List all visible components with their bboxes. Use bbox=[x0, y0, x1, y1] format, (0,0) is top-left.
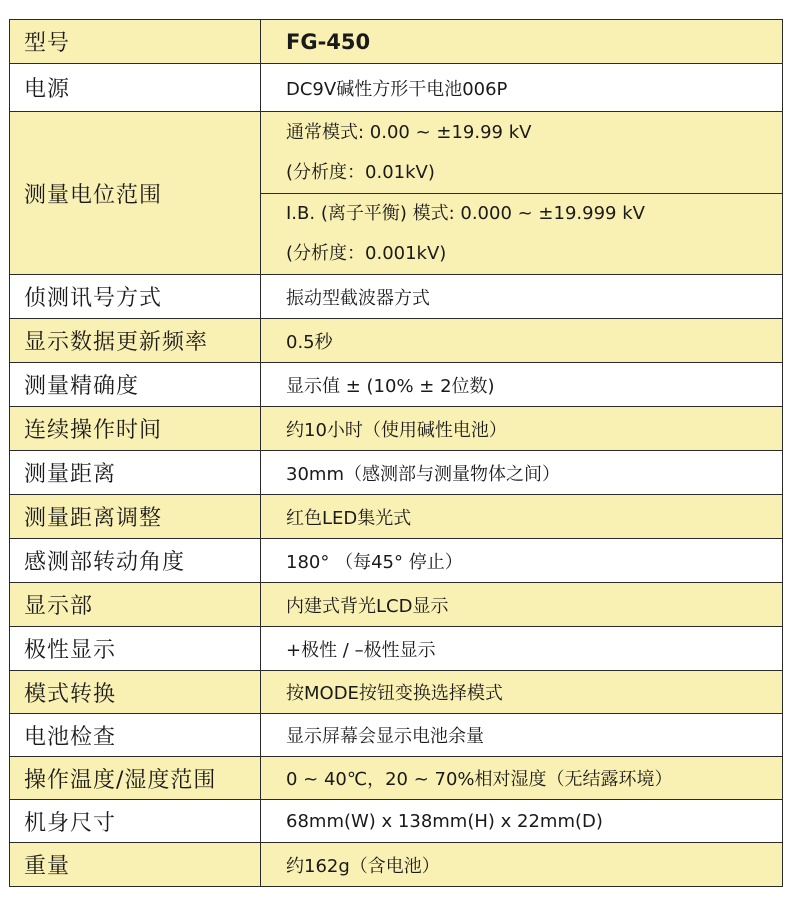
row-label: 模式转换 bbox=[10, 671, 261, 714]
table-row bbox=[10, 64, 783, 112]
row-label: 侦测讯号方式 bbox=[10, 275, 261, 319]
row-value: 显示值 ± (10% ± 2位数) bbox=[261, 363, 783, 407]
table-row bbox=[10, 112, 783, 275]
header-row bbox=[10, 20, 783, 64]
table-row bbox=[10, 451, 783, 495]
row-label: 机身尺寸 bbox=[10, 800, 261, 843]
row-label: 测量精确度 bbox=[10, 363, 261, 407]
table-row bbox=[10, 495, 783, 539]
table-row bbox=[10, 319, 783, 363]
table-row bbox=[10, 800, 783, 843]
normal-mode-resolution: (分析度：0.01kV) bbox=[286, 161, 435, 183]
row-value: 约10小时（使用碱性电池） bbox=[261, 407, 783, 451]
table-row bbox=[10, 539, 783, 583]
row-value: 内建式背光LCD显示 bbox=[261, 583, 783, 627]
row-value: 红色LED集光式 bbox=[261, 495, 783, 539]
spec-table bbox=[9, 19, 783, 887]
row-value: +极性 / –极性显示 bbox=[261, 627, 783, 671]
row-value: 30mm（感测部与测量物体之间） bbox=[261, 451, 783, 495]
row-label: 极性显示 bbox=[10, 627, 261, 671]
table-row bbox=[10, 407, 783, 451]
row-value: 0 ~ 40℃，20 ~ 70%相对湿度（无结露环境） bbox=[261, 757, 783, 800]
row-label: 连续操作时间 bbox=[10, 407, 261, 451]
row-value: 68mm(W) x 138mm(H) x 22mm(D) bbox=[261, 800, 783, 843]
row-value: 振动型截波器方式 bbox=[261, 275, 783, 319]
normal-mode-block bbox=[261, 113, 782, 194]
table-row bbox=[10, 671, 783, 714]
range-cell bbox=[261, 112, 783, 275]
row-label: 电源 bbox=[10, 64, 261, 112]
table-row bbox=[10, 363, 783, 407]
row-label: 重量 bbox=[10, 843, 261, 887]
row-label: 测量电位范围 bbox=[10, 112, 261, 275]
row-label: 感测部转动角度 bbox=[10, 539, 261, 583]
table-row bbox=[10, 275, 783, 319]
row-value: DC9V碱性方形干电池006P bbox=[261, 64, 783, 112]
ib-mode-resolution: (分析度：0.001kV) bbox=[286, 242, 447, 264]
row-label: 显示数据更新频率 bbox=[10, 319, 261, 363]
table-row bbox=[10, 583, 783, 627]
model-number: FG-450 bbox=[261, 20, 783, 64]
row-value: 0.5秒 bbox=[261, 319, 783, 363]
row-label: 测量距离调整 bbox=[10, 495, 261, 539]
ib-mode-block bbox=[261, 194, 782, 274]
table-row bbox=[10, 714, 783, 757]
row-label: 测量距离 bbox=[10, 451, 261, 495]
row-value: 约162g（含电池） bbox=[261, 843, 783, 887]
row-value: 180° （每45° 停止） bbox=[261, 539, 783, 583]
row-label: 电池检查 bbox=[10, 714, 261, 757]
table-row bbox=[10, 843, 783, 887]
row-label: 显示部 bbox=[10, 583, 261, 627]
table-row bbox=[10, 757, 783, 800]
row-label: 操作温度/湿度范围 bbox=[10, 757, 261, 800]
table-row bbox=[10, 627, 783, 671]
header-label: 型号 bbox=[10, 20, 261, 64]
normal-mode-range: 通常模式: 0.00 ~ ±19.99 kV bbox=[286, 121, 532, 143]
ib-mode-range: I.B. (离子平衡) 模式: 0.000 ~ ±19.999 kV bbox=[286, 202, 645, 224]
row-value: 显示屏幕会显示电池余量 bbox=[261, 714, 783, 757]
row-value: 按MODE按钮变换选择模式 bbox=[261, 671, 783, 714]
